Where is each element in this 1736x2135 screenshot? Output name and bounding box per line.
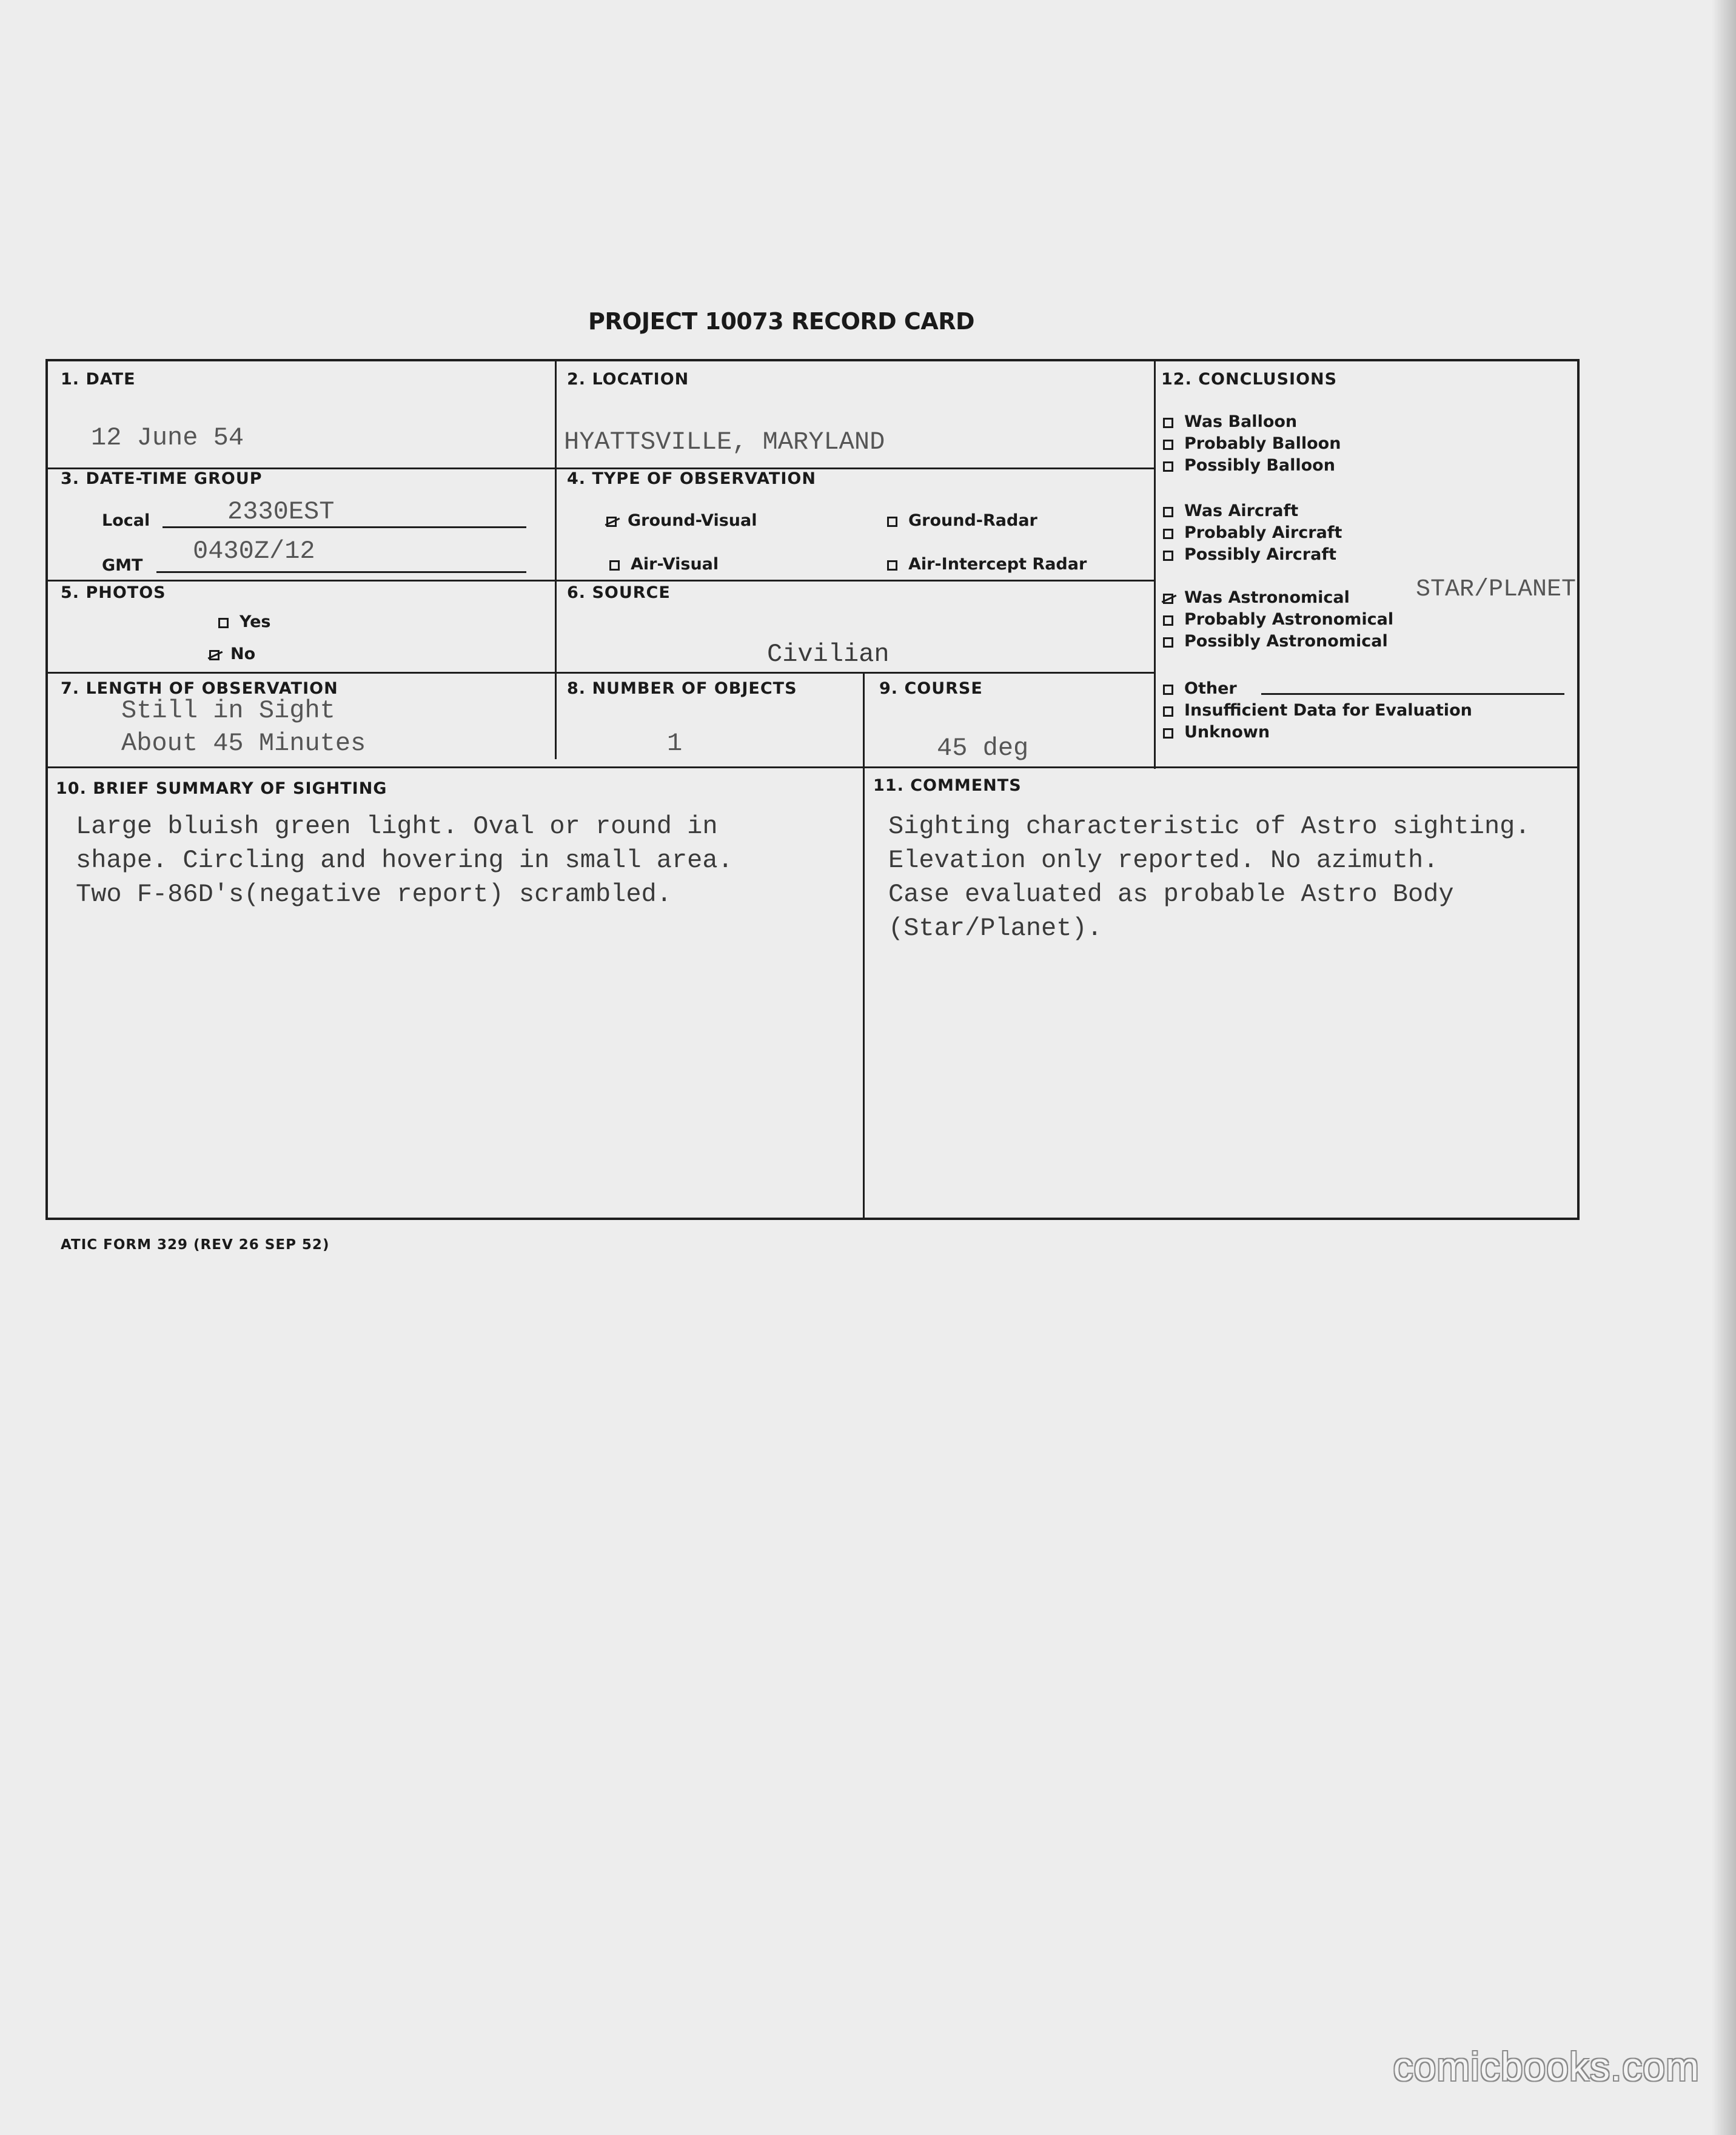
checkbox-checked (1163, 594, 1173, 604)
page-edge-shadow (1712, 0, 1736, 2135)
number-of-objects-value: 1 (667, 729, 683, 758)
conclusion-possibly-aircraft: Possibly Aircraft (1163, 545, 1336, 564)
type-of-observation-label: 4. TYPE OF OBSERVATION (567, 469, 816, 488)
gmt-label: GMT (102, 556, 143, 575)
checkbox (887, 560, 897, 571)
checkbox (1163, 507, 1173, 517)
checkbox (1163, 440, 1173, 450)
divider (555, 359, 557, 759)
length-of-observation-label: 7. LENGTH OF OBSERVATION (61, 679, 338, 698)
source-label: 6. SOURCE (567, 583, 671, 602)
local-time-underline (163, 526, 526, 528)
gmt-underline (156, 571, 526, 573)
conclusion-probably-astronomical: Probably Astronomical (1163, 610, 1393, 629)
source-value: Civilian (767, 640, 890, 669)
photos-yes-option: Yes (218, 612, 270, 631)
checkbox (1163, 615, 1173, 626)
conclusion-insufficient-data: Insufficient Data for Evaluation (1163, 701, 1472, 720)
conclusion-probably-aircraft: Probably Aircraft (1163, 523, 1342, 542)
checkbox (1163, 551, 1173, 561)
divider (45, 672, 1155, 674)
date-label: 1. DATE (61, 370, 136, 389)
checkbox (1163, 637, 1173, 648)
divider (45, 580, 1155, 582)
checkbox (1163, 728, 1173, 739)
card-title: PROJECT 10073 RECORD CARD (588, 308, 975, 335)
divider (863, 672, 865, 1220)
checkbox (1163, 461, 1173, 472)
number-of-objects-label: 8. NUMBER OF OBJECTS (567, 679, 797, 698)
ground-radar-option: Ground-Radar (887, 511, 1037, 530)
course-label: 9. COURSE (879, 679, 983, 698)
local-time-value: 2330EST (227, 497, 335, 526)
date-time-group-label: 3. DATE-TIME GROUP (61, 469, 263, 488)
astronomical-note: STAR/PLANET (1416, 576, 1577, 603)
watermark: comicbooks.com (1393, 2044, 1700, 2089)
checkbox-checked (209, 650, 220, 660)
course-value: 45 deg (937, 734, 1029, 763)
date-value: 12 June 54 (91, 423, 244, 452)
photos-label: 5. PHOTOS (61, 583, 166, 602)
other-underline (1261, 693, 1564, 695)
divider (1154, 359, 1156, 769)
divider (45, 766, 1580, 768)
location-label: 2. LOCATION (567, 370, 689, 389)
gmt-value: 0430Z/12 (193, 537, 315, 566)
conclusion-unknown: Unknown (1163, 723, 1270, 742)
summary-text: Large bluish green light. Oval or round in shape. Circling and hovering in small area. Two F-86D's(negative report) scrambled. (76, 812, 733, 909)
conclusion-was-astronomical: Was Astronomical (1163, 588, 1350, 607)
checkbox-checked (606, 517, 617, 527)
form-number: ATIC FORM 329 (REV 26 SEP 52) (61, 1237, 330, 1253)
checkbox (1163, 418, 1173, 428)
air-intercept-radar-option: Air-Intercept Radar (887, 555, 1087, 574)
summary-label: 10. BRIEF SUMMARY OF SIGHTING (56, 779, 387, 798)
location-value: HYATTSVILLE, MARYLAND (564, 427, 885, 457)
air-visual-option: Air-Visual (609, 555, 719, 574)
ground-visual-option: Ground-Visual (606, 511, 757, 530)
checkbox (609, 560, 620, 571)
length-line-1: Still in Sight (121, 696, 335, 725)
checkbox (1163, 529, 1173, 539)
length-line-2: About 45 Minutes (121, 729, 366, 758)
conclusion-possibly-astronomical: Possibly Astronomical (1163, 632, 1388, 651)
comments-label: 11. COMMENTS (873, 776, 1022, 795)
conclusion-probably-balloon: Probably Balloon (1163, 434, 1341, 453)
comments-text: Sighting characteristic of Astro sighting. Elevation only reported. No azimuth. Case evaluated as probable Astro Body (Star/Planet). (888, 812, 1530, 943)
local-time-label: Local (102, 511, 150, 530)
conclusion-was-balloon: Was Balloon (1163, 412, 1297, 431)
conclusion-possibly-balloon: Possibly Balloon (1163, 456, 1335, 475)
checkbox (887, 517, 897, 527)
conclusion-other: Other (1163, 679, 1237, 698)
checkbox (218, 618, 229, 628)
checkbox (1163, 685, 1173, 695)
photos-no-option: No (209, 645, 255, 663)
checkbox (1163, 706, 1173, 717)
conclusion-was-aircraft: Was Aircraft (1163, 501, 1298, 520)
conclusions-label: 12. CONCLUSIONS (1161, 370, 1338, 389)
